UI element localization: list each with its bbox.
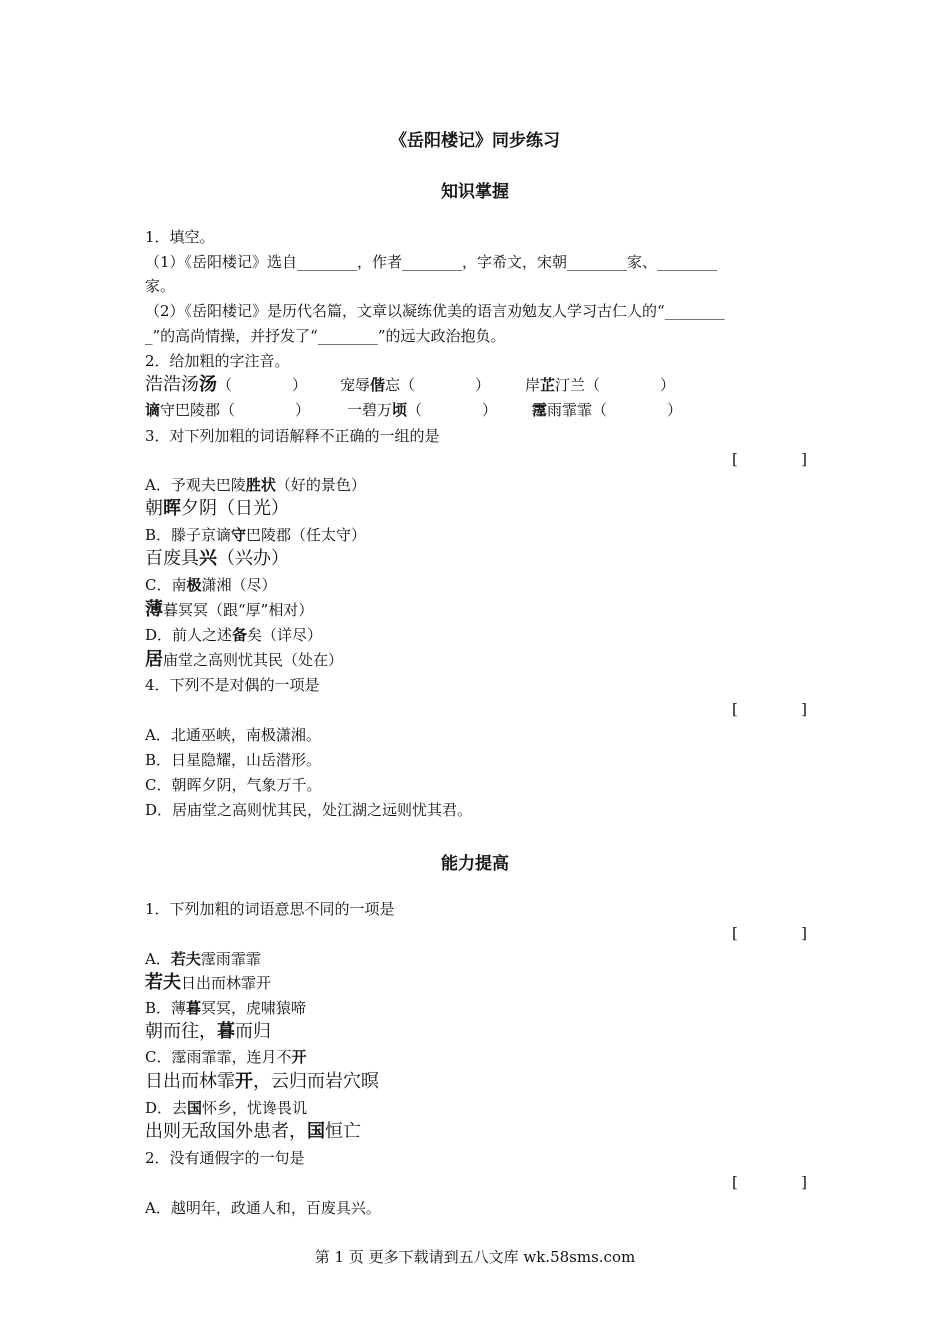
- option-B-line-1: B．薄暮冥冥，虎啸猿啼: [145, 999, 307, 1017]
- question-2-prompt: 2．没有通假字的一句是: [145, 1149, 305, 1167]
- question-1-part-2: （2）《岳阳楼记》是历代名篇，文章以凝练优美的语言劝勉友人学习古仁人的“________: [145, 302, 725, 320]
- pinyin-item: 一碧万顷（ ）: [347, 401, 498, 419]
- option-A-line-2: 若夫日出而林霏开: [145, 972, 272, 993]
- option-D-line-2: 居庙堂之高则忧其民（处在）: [145, 649, 344, 670]
- question-1-part-2-cont: _”的高尚情操，并抒发了“________”的远大政治抱负。: [145, 327, 506, 345]
- option-A: A．北通巫峡，南极潇湘。: [145, 726, 321, 744]
- answer-bracket[interactable]: [ ]: [732, 924, 807, 942]
- option-D-line-1: D．去国怀乡，忧谗畏讥: [145, 1099, 308, 1117]
- option-C: C．朝晖夕阴，气象万千。: [145, 776, 322, 794]
- question-1-part-1-cont: 家。: [145, 277, 176, 295]
- option-A: A．越明年，政通人和，百废具兴。: [145, 1199, 381, 1217]
- option-B-line-2: 百废具兴（兴办）: [145, 548, 289, 569]
- question-3-prompt: 3．对下列加粗的词语解释不正确的一组的是: [145, 427, 440, 445]
- page-title: 《岳阳楼记》同步练习: [390, 131, 560, 151]
- option-A-line-2: 朝晖夕阴（日光）: [145, 498, 289, 519]
- answer-bracket[interactable]: [ ]: [732, 450, 807, 468]
- section-heading-ability: 能力提高: [441, 854, 509, 874]
- question-1-part-1: （1）《岳阳楼记》选自________，作者________，字希文，宋朝________家、________: [145, 253, 718, 271]
- question-1-prompt: 1．填空。: [145, 228, 215, 246]
- page-footer: 第 1 页 更多下载请到五八文库 wk.58sms.com: [314, 1248, 636, 1266]
- option-C-line-1: C．南极潇湘（尽）: [145, 576, 277, 594]
- question-4-prompt: 4．下列不是对偶的一项是: [145, 676, 320, 694]
- option-B-line-1: B．滕子京谪守巴陵郡（任太守）: [145, 526, 367, 544]
- option-C-line-1: C．霪雨霏霏，连月不开: [145, 1048, 307, 1066]
- pinyin-item: 宠辱偕忘（ ）: [340, 376, 491, 394]
- option-A-line-1: A．予观夫巴陵胜状（好的景色）: [145, 476, 366, 494]
- section-heading-knowledge: 知识掌握: [441, 182, 509, 202]
- question-1-prompt: 1．下列加粗的词语意思不同的一项是: [145, 900, 395, 918]
- option-D-line-1: D．前人之述备矣（详尽）: [145, 626, 323, 644]
- answer-bracket[interactable]: [ ]: [732, 700, 807, 718]
- answer-bracket[interactable]: [ ]: [732, 1173, 807, 1191]
- option-B: B．日星隐耀，山岳潜形。: [145, 751, 322, 769]
- option-C-line-2: 日出而林霏开，云归而岩穴暝: [145, 1071, 379, 1092]
- pinyin-row-2: [145, 400, 805, 420]
- pinyin-item: 浩浩汤汤（ ）: [145, 374, 308, 395]
- option-C-line-2: 薄暮冥冥（跟“厚”相对）: [145, 599, 314, 620]
- option-B-line-2: 朝而往，暮而归: [145, 1021, 271, 1042]
- pinyin-row-1: [145, 375, 805, 395]
- question-2-prompt: 2．给加粗的字注音。: [145, 352, 290, 370]
- option-A-line-1: A．若夫霪雨霏霏: [145, 950, 261, 968]
- option-D: D．居庙堂之高则忧其民，处江湖之远则忧其君。: [145, 801, 473, 819]
- pinyin-item: 谪守巴陵郡（ ）: [145, 401, 311, 419]
- pinyin-item: 岸芷汀兰（ ）: [525, 376, 676, 394]
- pinyin-item: 霪雨霏霏（ ）: [532, 401, 683, 419]
- option-D-line-2: 出则无敌国外患者，国恒亡: [145, 1121, 361, 1142]
